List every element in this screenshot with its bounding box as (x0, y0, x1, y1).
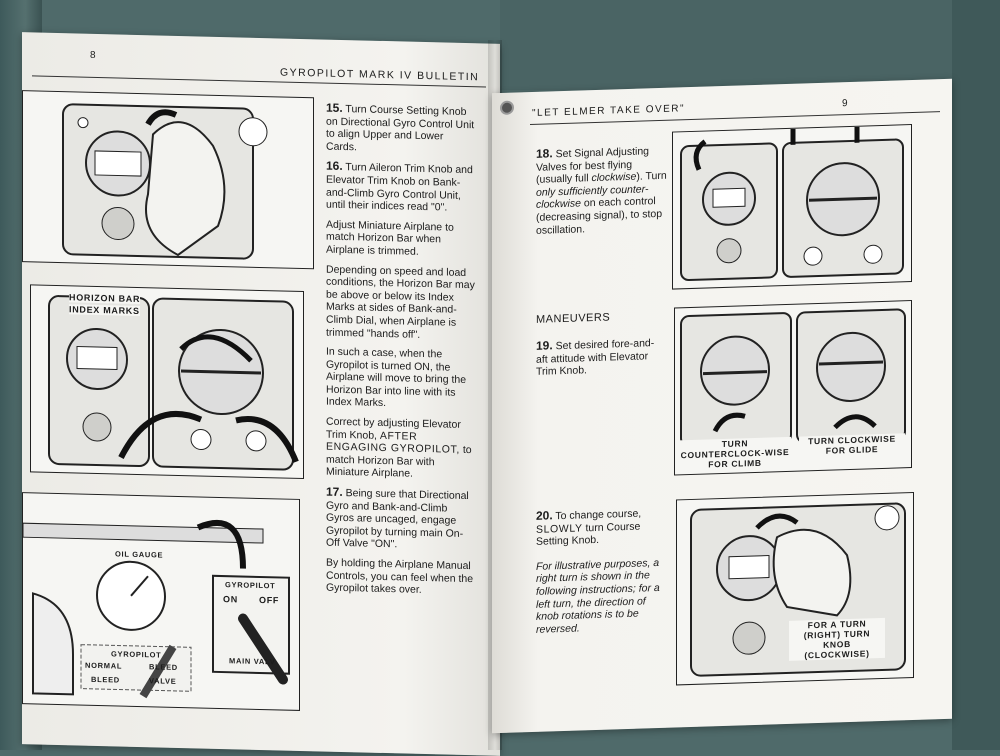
page-number: 8 (90, 49, 98, 61)
step-15: 15. Turn Course Setting Knob on Directional Gyro Control Unit to align Upper and Lower Cards. (326, 100, 475, 154)
step-18: 18. Set Signal Adjusting Valves for best flying (usually full clockwise). Turn only sufficiently counter-clockwise on each control (decreasing signal), to stop oscillation. (536, 145, 667, 237)
step-20: 20. To change course, SLOWLY turn Course Setting Knob. For illustrative purposes, a right turn is shown in the following instructions; for a left turn, the direction of knob rotations is to be reversed. (536, 507, 660, 636)
course-knob-illustration (23, 91, 313, 268)
right-page (492, 79, 952, 733)
step-19: 19. Set desired fore-and-aft attitude with Elevator Trim Knob. (536, 337, 655, 379)
off-label: OFF (259, 594, 280, 606)
horizon-bar-label: HORIZON BAR (69, 292, 141, 305)
on-label: ON (223, 594, 238, 605)
running-title: GYROPILOT MARK IV BULLETIN (280, 66, 480, 84)
section-maneuvers: MANEUVERS (536, 311, 611, 326)
binding-hole (500, 101, 514, 115)
caption-glide: TURN CLOCKWISE FOR GLIDE (799, 433, 905, 456)
page-number: 9 (842, 98, 850, 110)
step-16: 16. Turn Aileron Trim Knob and Elevator Trim Knob on Bank-and-Climb Gyro Control Unit, until their indices read "0". (326, 158, 473, 214)
signal-valves-illustration (673, 125, 911, 288)
left-text-column (326, 102, 476, 605)
para-correct: Correct by adjusting Elevator Trim Knob, AFTER ENGAGING GYROPILOT, to match Horizon Bar with Miniature Airplane. (326, 415, 472, 481)
para-adjust: Adjust Miniature Airplane to match Horizon Bar when Airplane is trimmed. (326, 218, 454, 258)
bleed-label-1: BLEED (149, 662, 178, 672)
figure-on-off-valve (22, 492, 300, 711)
index-marks-label: INDEX MARKS (69, 304, 140, 317)
figure-horizon-bar (30, 284, 304, 479)
gyropilot-valve-label: GYROPILOT (225, 580, 276, 591)
table-background (500, 0, 1000, 90)
valve-label: VALVE (149, 676, 177, 686)
normal-label: NORMAL (85, 660, 123, 671)
table-background-right (952, 0, 1000, 750)
left-page (22, 32, 500, 756)
para-case: In such a case, when the Gyropilot is turned ON, the Airplane will move to bring the Horizon Bar into line with its Index Marks. (326, 345, 467, 410)
running-title: "LET ELMER TAKE OVER" (532, 103, 686, 119)
figure-right-turn (676, 492, 914, 685)
main-valve-label: MAIN VALV (229, 656, 276, 667)
oil-gauge-label: OIL GAUGE (115, 549, 164, 560)
figure-course-setting-knob (22, 90, 314, 269)
para-holding: By holding the Airplane Manual Controls, you can feel when the Gyropilot takes over. (326, 556, 474, 597)
para-illustrative: For illustrative purposes, a right turn is shown in the following instructions; for a left turn, the direction of knob rotations is to be reversed. (536, 556, 660, 636)
bleed-panel-label: GYROPILOT (111, 649, 162, 660)
caption-climb: TURN COUNTERCLOCK-WISE FOR CLIMB (680, 438, 790, 470)
figure-signal-valves (672, 124, 912, 290)
caption-right-turn: FOR A TURN (RIGHT) TURN KNOB (CLOCKWISE) (789, 618, 885, 661)
para-depending: Depending on speed and load conditions, the Horizon Bar may be above or below its Index Marks at sides of Bank-and-Climb Dial, when Airplane is trimmed "hands off". (326, 263, 475, 341)
step-17: 17. Being sure that Directional Gyro and Bank-and-Climb Gyros are uncaged, engage Gyropilot by turning main On-Off Valve "ON". (326, 484, 469, 551)
bleed-label-2: BLEED (91, 674, 120, 685)
figure-climb-glide (674, 300, 912, 475)
